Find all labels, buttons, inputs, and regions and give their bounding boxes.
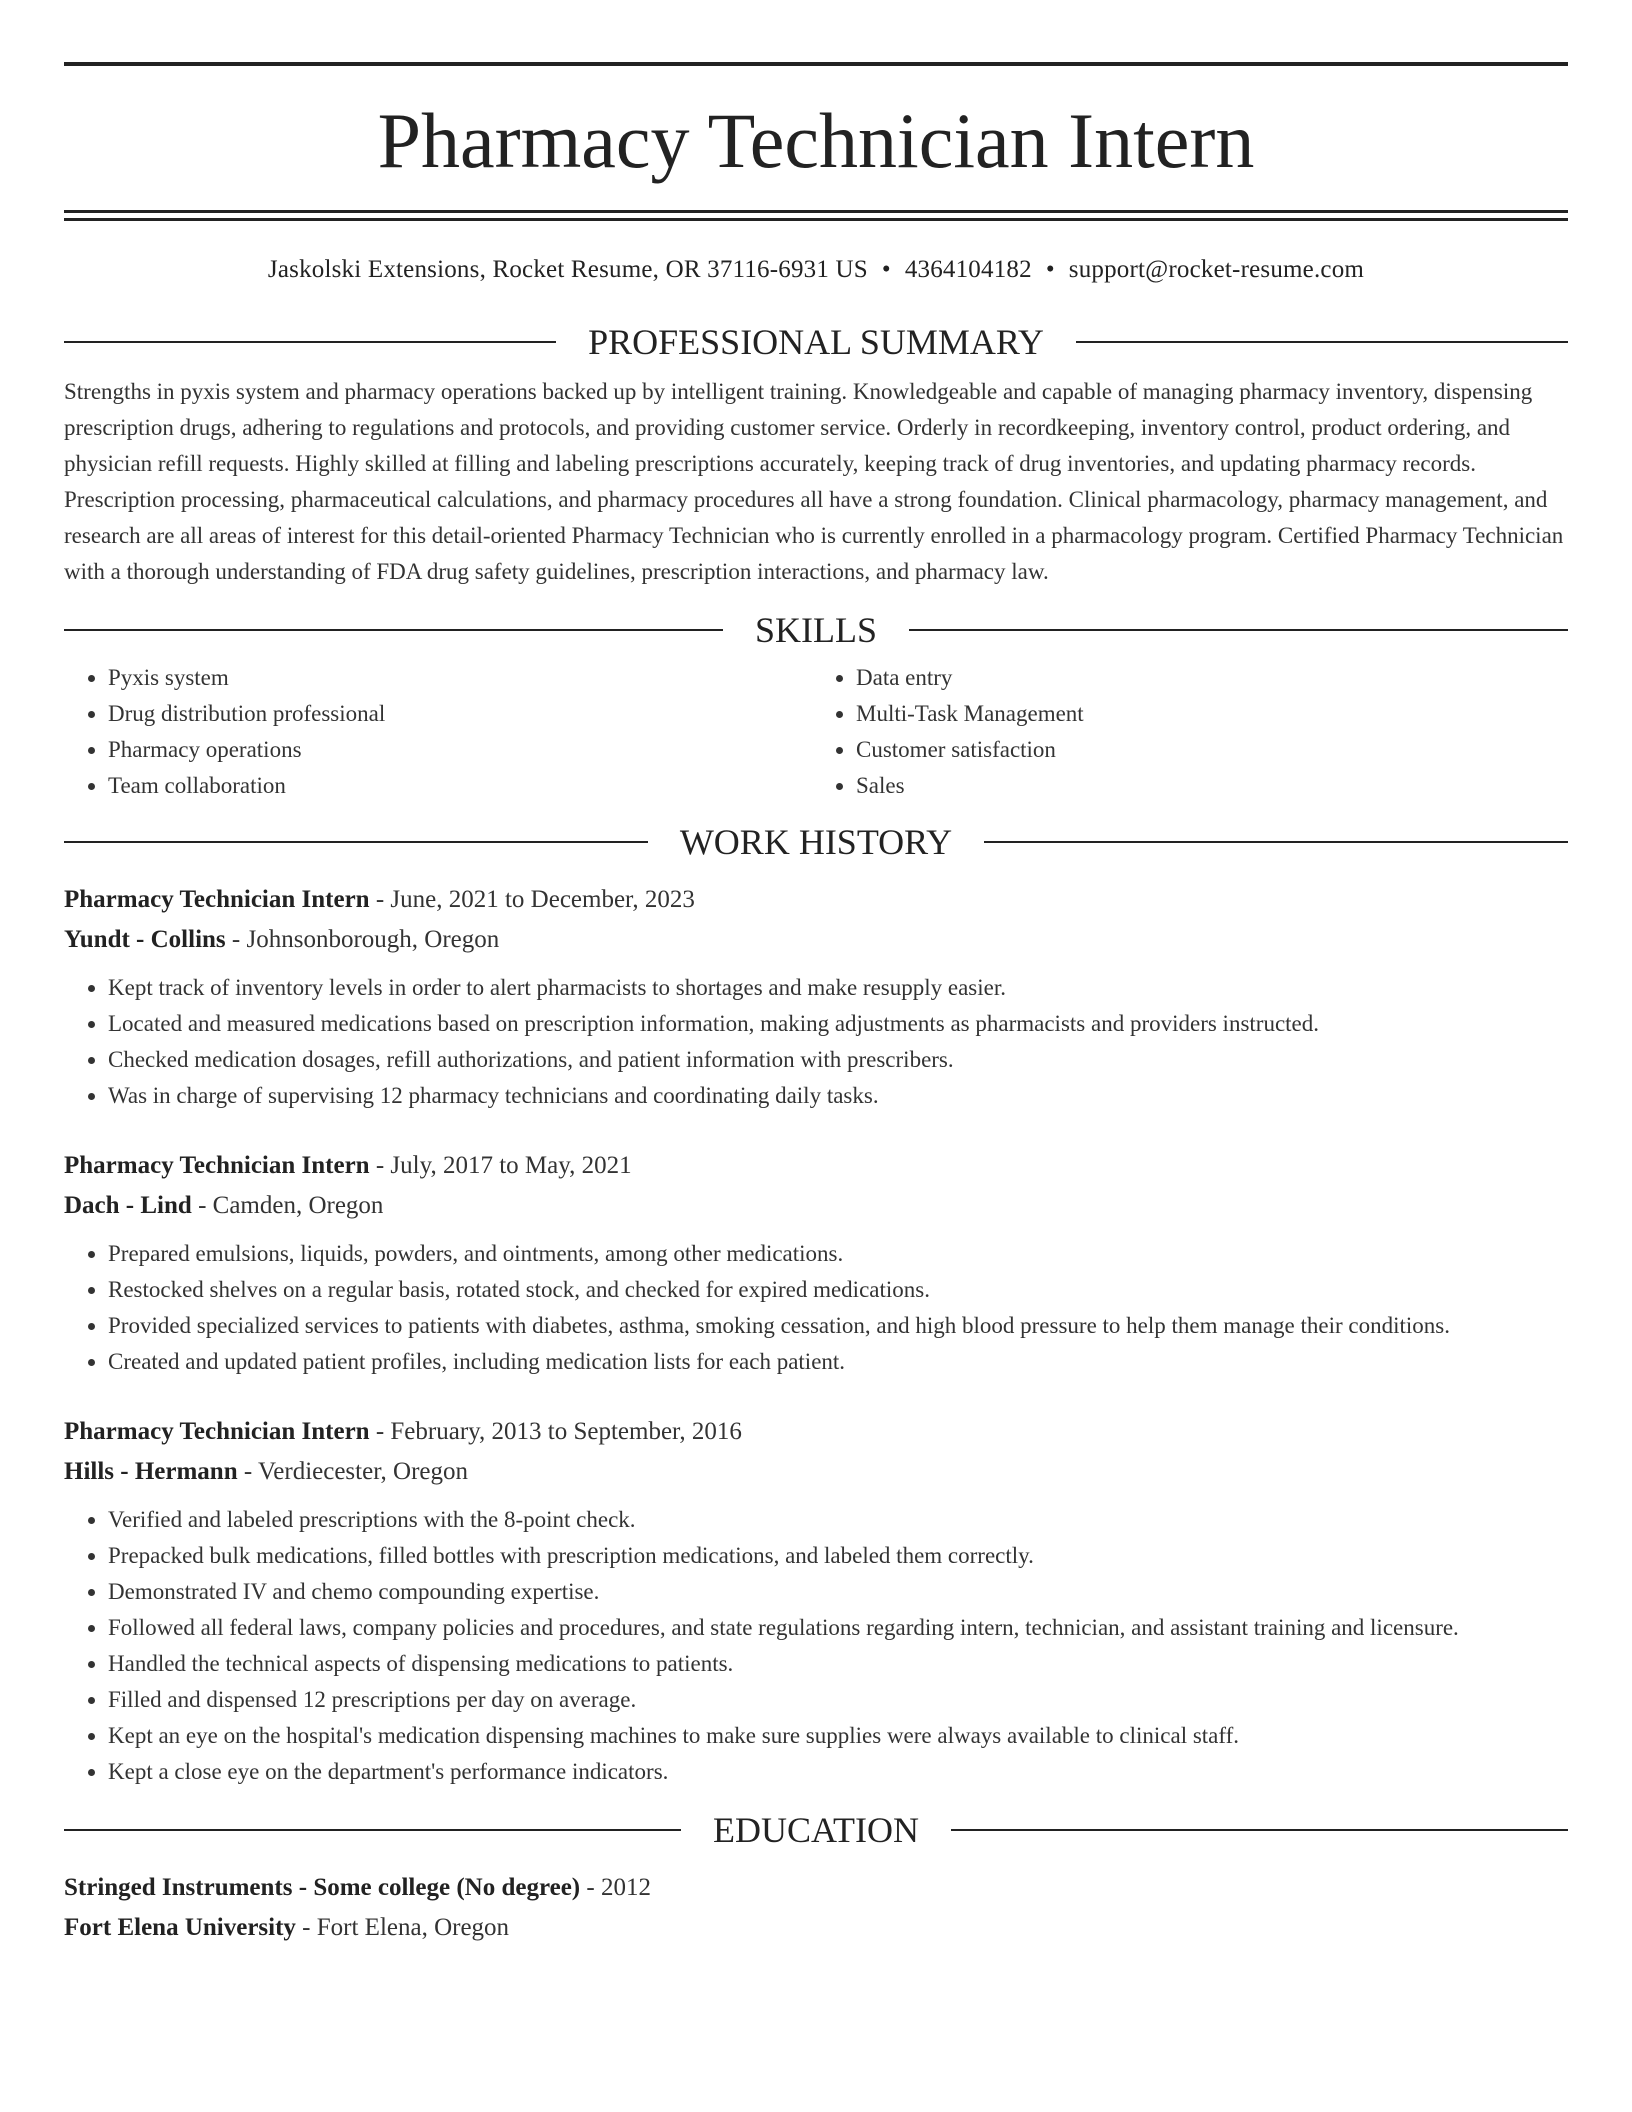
education-school-line bbox=[64, 1908, 1568, 1948]
contact-separator: • bbox=[1045, 256, 1055, 283]
job-bullet: • Kept track of inventory levels in order to alert pharmacists to shortages and make resupply easier. bbox=[108, 970, 1568, 1006]
job-bullet: • Was in charge of supervising 12 pharmacy technicians and coordinating daily tasks. bbox=[108, 1078, 1568, 1114]
education-degree: Stringed Instruments - Some college (No degree) bbox=[64, 1874, 581, 1901]
skill-item: • Team collaboration bbox=[108, 768, 816, 804]
job-location: - Camden, Oregon bbox=[191, 1192, 384, 1219]
skill-item: • Multi-Task Management bbox=[856, 696, 1568, 732]
education-location: - Fort Elena, Oregon bbox=[295, 1914, 510, 1941]
education-school: Fort Elena University bbox=[64, 1914, 296, 1941]
contact-email[interactable]: support@rocket-resume.com bbox=[1068, 256, 1365, 283]
job-company: Yundt - Collins bbox=[64, 926, 226, 953]
job-bullet: • Demonstrated IV and chemo compounding expertise. bbox=[108, 1574, 1568, 1610]
heading-rule bbox=[1076, 341, 1568, 343]
job-bullet: • Located and measured medications based on prescription information, making adjustments as pharmacists and providers instructed. bbox=[108, 1006, 1568, 1042]
job-company-line bbox=[64, 1452, 1568, 1492]
section-title: PROFESSIONAL SUMMARY bbox=[588, 322, 1044, 362]
contact-line bbox=[64, 257, 1568, 282]
heading-rule bbox=[64, 629, 723, 631]
job-bullets bbox=[64, 1502, 1568, 1790]
job-title: Pharmacy Technician Intern bbox=[64, 886, 370, 913]
job-location: - Johnsonborough, Oregon bbox=[225, 926, 500, 953]
education-degree-line bbox=[64, 1868, 1568, 1908]
job-bullet: • Provided specialized services to patients with diabetes, asthma, smoking cessation, and high blood pressure to help them manage their conditions. bbox=[108, 1308, 1568, 1344]
education-entry bbox=[64, 1868, 1568, 1948]
resume-name: Pharmacy Technician Intern bbox=[377, 97, 1255, 184]
job-bullet: • Handled the technical aspects of dispensing medications to patients. bbox=[108, 1646, 1568, 1682]
job-bullets bbox=[64, 1236, 1568, 1380]
job-dates: - June, 2021 to December, 2023 bbox=[369, 886, 695, 913]
job-title-line bbox=[64, 1412, 1568, 1452]
resume-page bbox=[64, 0, 1568, 1948]
contact-phone[interactable]: 4364104182 bbox=[904, 256, 1032, 283]
job-company: Dach - Lind bbox=[64, 1192, 192, 1219]
section-title: SKILLS bbox=[755, 610, 878, 650]
job-company-line bbox=[64, 920, 1568, 960]
heading-rule bbox=[64, 341, 556, 343]
contact-separator: • bbox=[881, 256, 891, 283]
summary-section-heading bbox=[64, 324, 1568, 360]
section-title: EDUCATION bbox=[713, 1810, 919, 1850]
job-bullet: • Created and updated patient profiles, including medication lists for each patient. bbox=[108, 1344, 1568, 1380]
top-rule bbox=[64, 62, 1568, 66]
skill-item: • Drug distribution professional bbox=[108, 696, 816, 732]
job-entry bbox=[64, 880, 1568, 1114]
job-dates: - February, 2013 to September, 2016 bbox=[369, 1418, 742, 1445]
skills-list bbox=[64, 660, 816, 804]
heading-rule bbox=[951, 1829, 1568, 1831]
work-section-heading bbox=[64, 824, 1568, 860]
skills-column-right bbox=[816, 660, 1568, 804]
education-section-heading bbox=[64, 1812, 1568, 1848]
heading-rule bbox=[984, 841, 1568, 843]
header-double-rule bbox=[64, 210, 1568, 221]
job-company: Hills - Hermann bbox=[64, 1458, 238, 1485]
job-bullet: • Filled and dispensed 12 prescriptions per day on average. bbox=[108, 1682, 1568, 1718]
job-bullet: • Kept an eye on the hospital's medication dispensing machines to make sure supplies were always available to clinical staff. bbox=[108, 1718, 1568, 1754]
job-bullet: • Followed all federal laws, company policies and procedures, and state regulations regarding intern, technician, and assistant training and licensure. bbox=[108, 1610, 1568, 1646]
job-title: Pharmacy Technician Intern bbox=[64, 1152, 370, 1179]
job-bullet: • Kept a close eye on the department's performance indicators. bbox=[108, 1754, 1568, 1790]
job-bullet: • Checked medication dosages, refill authorizations, and patient information with prescribers. bbox=[108, 1042, 1568, 1078]
job-bullet: • Prepared emulsions, liquids, powders, and ointments, among other medications. bbox=[108, 1236, 1568, 1272]
skills-grid bbox=[64, 660, 1568, 804]
heading-rule bbox=[64, 841, 648, 843]
job-title-line bbox=[64, 1146, 1568, 1186]
job-bullet: • Restocked shelves on a regular basis, rotated stock, and checked for expired medications. bbox=[108, 1272, 1568, 1308]
skills-list bbox=[816, 660, 1568, 804]
skill-item: • Sales bbox=[856, 768, 1568, 804]
heading-rule bbox=[64, 1829, 681, 1831]
job-location: - Verdiecester, Oregon bbox=[237, 1458, 468, 1485]
heading-rule bbox=[909, 629, 1568, 631]
skills-section-heading bbox=[64, 612, 1568, 648]
skill-item: • Data entry bbox=[856, 660, 1568, 696]
skill-item: • Customer satisfaction bbox=[856, 732, 1568, 768]
job-bullet: • Verified and labeled prescriptions with the 8-point check. bbox=[108, 1502, 1568, 1538]
skill-item: • Pharmacy operations bbox=[108, 732, 816, 768]
skill-item: • Pyxis system bbox=[108, 660, 816, 696]
job-company-line bbox=[64, 1186, 1568, 1226]
section-title: WORK HISTORY bbox=[679, 822, 953, 862]
job-title: Pharmacy Technician Intern bbox=[64, 1418, 370, 1445]
job-bullet: • Prepacked bulk medications, filled bottles with prescription medications, and labeled them correctly. bbox=[108, 1538, 1568, 1574]
job-dates: - July, 2017 to May, 2021 bbox=[369, 1152, 632, 1179]
education-year: - 2012 bbox=[580, 1874, 651, 1901]
job-title-line bbox=[64, 880, 1568, 920]
summary-text: Strengths in pyxis system and pharmacy operations backed up by intelligent training. Knowledgeable and capable of managing pharmacy inventory, dispensing prescription drugs, adhering to regulations and protocols, and providing customer service. Orderly in recordkeeping, inventory control, product ordering, and physician refill requests. Highly skilled at filling and labeling prescriptions accurately, keeping track of drug inventories, and updating pharmacy records. Prescription processing, pharmaceutical calculations, and pharmacy procedures all have a strong foundation. Clinical pharmacology, pharmacy management, and research are all areas of interest for this detail-oriented Pharmacy Technician who is currently enrolled in a pharmacology program. Certified Pharmacy Technician with a thorough understanding of FDA drug safety guidelines, prescription interactions, and pharmacy law. bbox=[64, 379, 1564, 584]
skills-column-left bbox=[64, 660, 816, 804]
contact-address: Jaskolski Extensions, Rocket Resume, OR 37116-6931 US bbox=[267, 256, 868, 283]
job-bullets bbox=[64, 970, 1568, 1114]
job-entry bbox=[64, 1412, 1568, 1790]
job-entry bbox=[64, 1146, 1568, 1380]
